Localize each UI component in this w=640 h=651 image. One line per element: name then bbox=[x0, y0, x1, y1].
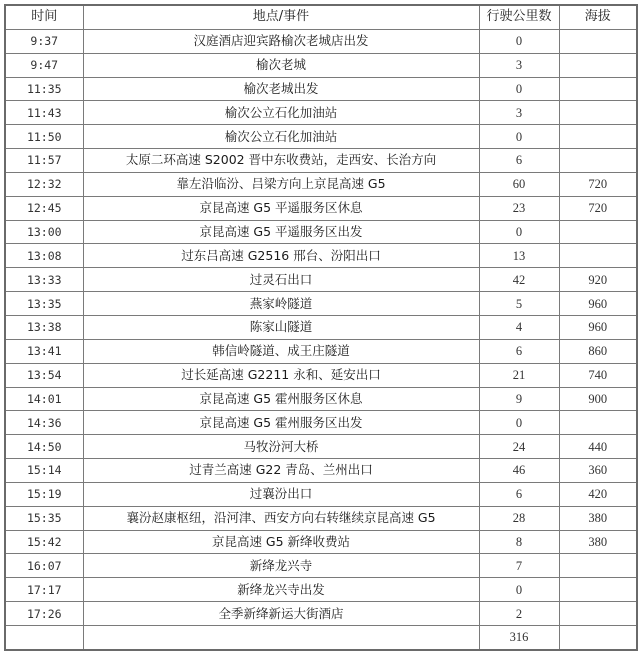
table-row bbox=[5, 149, 637, 173]
cell-altitude: 380 bbox=[559, 506, 637, 530]
cell-km: 0 bbox=[479, 77, 559, 101]
cell-time: 11:35 bbox=[5, 77, 83, 101]
cell-altitude: 960 bbox=[559, 292, 637, 316]
table-row bbox=[5, 125, 637, 149]
total-altitude bbox=[559, 625, 637, 649]
table-row bbox=[5, 363, 637, 387]
cell-time: 12:32 bbox=[5, 172, 83, 196]
cell-km: 7 bbox=[479, 554, 559, 578]
cell-place: 榆次老城 bbox=[83, 53, 479, 77]
table-row bbox=[5, 77, 637, 101]
cell-time: 17:17 bbox=[5, 578, 83, 602]
cell-place: 京昆高速 G5 新绛收费站 bbox=[83, 530, 479, 554]
cell-place: 太原二环高速 S2002 晋中东收费站，走西安、长治方向 bbox=[83, 149, 479, 173]
table-row bbox=[5, 220, 637, 244]
cell-altitude bbox=[559, 125, 637, 149]
cell-time: 13:41 bbox=[5, 339, 83, 363]
cell-altitude: 860 bbox=[559, 339, 637, 363]
table-row bbox=[5, 244, 637, 268]
table-row bbox=[5, 482, 637, 506]
cell-km: 9 bbox=[479, 387, 559, 411]
cell-place: 京昆高速 G5 霍州服务区休息 bbox=[83, 387, 479, 411]
cell-km: 24 bbox=[479, 435, 559, 459]
cell-km: 0 bbox=[479, 411, 559, 435]
cell-altitude bbox=[559, 53, 637, 77]
table-row bbox=[5, 459, 637, 483]
cell-time: 14:01 bbox=[5, 387, 83, 411]
cell-altitude: 960 bbox=[559, 315, 637, 339]
cell-km: 3 bbox=[479, 101, 559, 125]
cell-km: 6 bbox=[479, 149, 559, 173]
table-row bbox=[5, 268, 637, 292]
cell-place: 新绛龙兴寺出发 bbox=[83, 578, 479, 602]
cell-place: 汉庭酒店迎宾路榆次老城店出发 bbox=[83, 29, 479, 53]
cell-altitude bbox=[559, 578, 637, 602]
cell-km: 0 bbox=[479, 29, 559, 53]
cell-place: 过东吕高速 G2516 邢台、汾阳出口 bbox=[83, 244, 479, 268]
cell-time: 17:26 bbox=[5, 602, 83, 626]
cell-place: 韩信岭隧道、成王庄隧道 bbox=[83, 339, 479, 363]
header-row bbox=[5, 5, 637, 29]
cell-place: 陈家山隧道 bbox=[83, 315, 479, 339]
cell-km: 13 bbox=[479, 244, 559, 268]
cell-km: 0 bbox=[479, 125, 559, 149]
cell-altitude bbox=[559, 554, 637, 578]
table-row bbox=[5, 387, 637, 411]
cell-time: 13:54 bbox=[5, 363, 83, 387]
cell-place: 靠左沿临汾、吕梁方向上京昆高速 G5 bbox=[83, 172, 479, 196]
cell-time: 15:35 bbox=[5, 506, 83, 530]
table-row bbox=[5, 506, 637, 530]
cell-place: 马牧汾河大桥 bbox=[83, 435, 479, 459]
cell-place: 京昆高速 G5 霍州服务区出发 bbox=[83, 411, 479, 435]
cell-place: 榆次老城出发 bbox=[83, 77, 479, 101]
cell-place: 燕家岭隧道 bbox=[83, 292, 479, 316]
cell-time: 16:07 bbox=[5, 554, 83, 578]
cell-km: 46 bbox=[479, 459, 559, 483]
cell-time: 11:50 bbox=[5, 125, 83, 149]
cell-place: 新绛龙兴寺 bbox=[83, 554, 479, 578]
table-row bbox=[5, 578, 637, 602]
cell-time: 13:08 bbox=[5, 244, 83, 268]
cell-altitude: 360 bbox=[559, 459, 637, 483]
cell-time: 14:36 bbox=[5, 411, 83, 435]
cell-time: 15:14 bbox=[5, 459, 83, 483]
cell-time: 11:57 bbox=[5, 149, 83, 173]
table-row bbox=[5, 196, 637, 220]
total-row bbox=[5, 625, 637, 649]
cell-altitude bbox=[559, 244, 637, 268]
table-body bbox=[5, 29, 637, 649]
table-row bbox=[5, 530, 637, 554]
cell-time: 13:35 bbox=[5, 292, 83, 316]
cell-place: 襄汾赵康枢纽，沿河津、西安方向右转继续京昆高速 G5 bbox=[83, 506, 479, 530]
cell-km: 28 bbox=[479, 506, 559, 530]
cell-km: 4 bbox=[479, 315, 559, 339]
cell-km: 6 bbox=[479, 339, 559, 363]
cell-place: 过襄汾出口 bbox=[83, 482, 479, 506]
table-row bbox=[5, 101, 637, 125]
header-place: 地点/事件 bbox=[83, 5, 479, 29]
cell-place: 京昆高速 G5 平遥服务区休息 bbox=[83, 196, 479, 220]
table-row bbox=[5, 292, 637, 316]
cell-altitude: 900 bbox=[559, 387, 637, 411]
table-row bbox=[5, 29, 637, 53]
itinerary-table bbox=[4, 4, 638, 651]
cell-time: 12:45 bbox=[5, 196, 83, 220]
cell-place: 京昆高速 G5 平遥服务区出发 bbox=[83, 220, 479, 244]
cell-km: 60 bbox=[479, 172, 559, 196]
cell-altitude: 380 bbox=[559, 530, 637, 554]
cell-km: 0 bbox=[479, 578, 559, 602]
cell-km: 0 bbox=[479, 220, 559, 244]
cell-altitude bbox=[559, 77, 637, 101]
cell-time: 15:42 bbox=[5, 530, 83, 554]
table-row bbox=[5, 411, 637, 435]
cell-time: 9:37 bbox=[5, 29, 83, 53]
cell-time: 15:19 bbox=[5, 482, 83, 506]
cell-altitude: 720 bbox=[559, 172, 637, 196]
cell-altitude bbox=[559, 220, 637, 244]
header-altitude: 海拔 bbox=[559, 5, 637, 29]
table-row bbox=[5, 554, 637, 578]
table-row bbox=[5, 53, 637, 77]
cell-time: 13:33 bbox=[5, 268, 83, 292]
cell-km: 5 bbox=[479, 292, 559, 316]
cell-altitude: 440 bbox=[559, 435, 637, 459]
cell-place: 过青兰高速 G22 青岛、兰州出口 bbox=[83, 459, 479, 483]
cell-km: 3 bbox=[479, 53, 559, 77]
header-time: 时间 bbox=[5, 5, 83, 29]
cell-altitude: 740 bbox=[559, 363, 637, 387]
table-row bbox=[5, 315, 637, 339]
table-row bbox=[5, 172, 637, 196]
cell-km: 42 bbox=[479, 268, 559, 292]
cell-place: 过灵石出口 bbox=[83, 268, 479, 292]
cell-place: 过长延高速 G2211 永和、延安出口 bbox=[83, 363, 479, 387]
cell-altitude bbox=[559, 411, 637, 435]
cell-km: 23 bbox=[479, 196, 559, 220]
table-row bbox=[5, 435, 637, 459]
cell-km: 6 bbox=[479, 482, 559, 506]
cell-altitude bbox=[559, 602, 637, 626]
cell-km: 2 bbox=[479, 602, 559, 626]
cell-km: 21 bbox=[479, 363, 559, 387]
cell-altitude bbox=[559, 149, 637, 173]
cell-altitude: 420 bbox=[559, 482, 637, 506]
cell-altitude: 720 bbox=[559, 196, 637, 220]
cell-place: 榆次公立石化加油站 bbox=[83, 101, 479, 125]
cell-place: 全季新绛新运大街酒店 bbox=[83, 602, 479, 626]
header-km: 行驶公里数 bbox=[479, 5, 559, 29]
cell-time: 13:38 bbox=[5, 315, 83, 339]
table-row bbox=[5, 339, 637, 363]
cell-km: 8 bbox=[479, 530, 559, 554]
cell-altitude: 920 bbox=[559, 268, 637, 292]
cell-place: 榆次公立石化加油站 bbox=[83, 125, 479, 149]
cell-time: 9:47 bbox=[5, 53, 83, 77]
cell-time: 13:00 bbox=[5, 220, 83, 244]
total-time bbox=[5, 625, 83, 649]
cell-altitude bbox=[559, 101, 637, 125]
cell-time: 14:50 bbox=[5, 435, 83, 459]
total-km: 316 bbox=[479, 625, 559, 649]
cell-altitude bbox=[559, 29, 637, 53]
table-row bbox=[5, 602, 637, 626]
total-place bbox=[83, 625, 479, 649]
cell-time: 11:43 bbox=[5, 101, 83, 125]
